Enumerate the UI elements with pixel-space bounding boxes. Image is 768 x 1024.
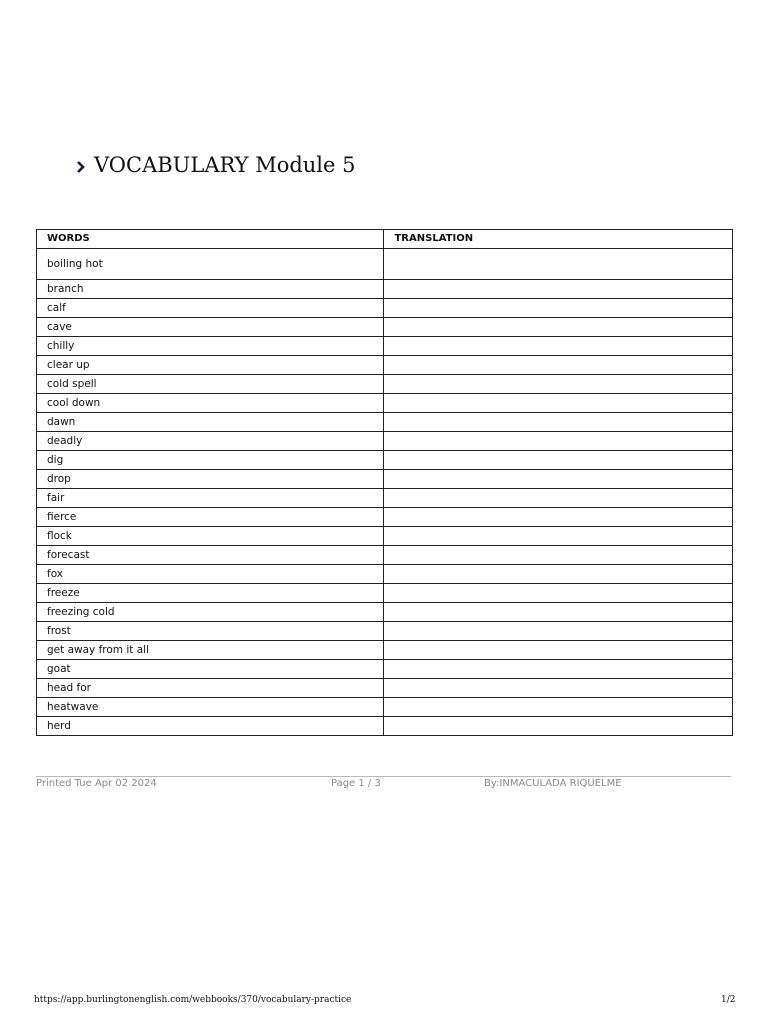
word-cell: frost xyxy=(37,622,384,641)
word-cell: forecast xyxy=(37,546,384,565)
translation-cell[interactable] xyxy=(384,280,733,299)
translation-cell[interactable] xyxy=(384,527,733,546)
print-url: https://app.burlingtonenglish.com/webbooks/370/vocabulary-practice xyxy=(34,995,352,1005)
table-row xyxy=(37,451,733,470)
word-cell: fair xyxy=(37,489,384,508)
translation-cell[interactable] xyxy=(384,394,733,413)
translation-cell[interactable] xyxy=(384,299,733,318)
word-cell: heatwave xyxy=(37,698,384,717)
word-cell: cool down xyxy=(37,394,384,413)
table-row xyxy=(37,546,733,565)
column-header-words: WORDS xyxy=(37,230,384,249)
table-row xyxy=(37,584,733,603)
print-page-count: 1/2 xyxy=(721,995,736,1005)
word-cell: goat xyxy=(37,660,384,679)
table-row xyxy=(37,698,733,717)
translation-cell[interactable] xyxy=(384,413,733,432)
translation-cell[interactable] xyxy=(384,584,733,603)
table-row xyxy=(37,508,733,527)
translation-cell[interactable] xyxy=(384,698,733,717)
word-cell: dig xyxy=(37,451,384,470)
translation-cell[interactable] xyxy=(384,489,733,508)
printed-date: Printed Tue Apr 02 2024 xyxy=(36,778,157,789)
table-row xyxy=(37,318,733,337)
column-header-translation: TRANSLATION xyxy=(384,230,733,249)
word-cell: calf xyxy=(37,299,384,318)
translation-cell[interactable] xyxy=(384,603,733,622)
word-cell: cave xyxy=(37,318,384,337)
translation-cell[interactable] xyxy=(384,337,733,356)
chevron-right-icon xyxy=(72,158,90,176)
translation-cell[interactable] xyxy=(384,451,733,470)
table-row xyxy=(37,280,733,299)
table-row xyxy=(37,299,733,318)
translation-cell[interactable] xyxy=(384,622,733,641)
word-cell: clear up xyxy=(37,356,384,375)
translation-cell[interactable] xyxy=(384,356,733,375)
table-row xyxy=(37,603,733,622)
word-cell: head for xyxy=(37,679,384,698)
table-row xyxy=(37,432,733,451)
translation-cell[interactable] xyxy=(384,470,733,489)
table-row xyxy=(37,641,733,660)
word-cell: fierce xyxy=(37,508,384,527)
word-cell: freeze xyxy=(37,584,384,603)
word-cell: cold spell xyxy=(37,375,384,394)
page-title: VOCABULARY Module 5 xyxy=(94,153,356,177)
word-cell: boiling hot xyxy=(37,249,384,280)
word-cell: get away from it all xyxy=(37,641,384,660)
translation-cell[interactable] xyxy=(384,432,733,451)
translation-cell[interactable] xyxy=(384,249,733,280)
table-row xyxy=(37,249,733,280)
table-header-row xyxy=(37,230,733,249)
translation-cell[interactable] xyxy=(384,318,733,337)
word-cell: freezing cold xyxy=(37,603,384,622)
word-cell: herd xyxy=(37,717,384,736)
word-cell: chilly xyxy=(37,337,384,356)
table-row xyxy=(37,356,733,375)
table-row xyxy=(37,470,733,489)
word-cell: deadly xyxy=(37,432,384,451)
table-row xyxy=(37,660,733,679)
table-row xyxy=(37,375,733,394)
translation-cell[interactable] xyxy=(384,508,733,527)
footer-divider xyxy=(36,776,731,777)
translation-cell[interactable] xyxy=(384,679,733,698)
translation-cell[interactable] xyxy=(384,375,733,394)
word-cell: dawn xyxy=(37,413,384,432)
table-row xyxy=(37,394,733,413)
table-row xyxy=(37,527,733,546)
translation-cell[interactable] xyxy=(384,641,733,660)
translation-cell[interactable] xyxy=(384,546,733,565)
author-credit: By:INMACULADA RIQUELME xyxy=(484,778,622,789)
translation-cell[interactable] xyxy=(384,717,733,736)
translation-cell[interactable] xyxy=(384,565,733,584)
table-row xyxy=(37,717,733,736)
table-row xyxy=(37,622,733,641)
word-cell: fox xyxy=(37,565,384,584)
word-cell: flock xyxy=(37,527,384,546)
table-row xyxy=(37,413,733,432)
table-row xyxy=(37,337,733,356)
table-row xyxy=(37,565,733,584)
page-indicator: Page 1 / 3 xyxy=(331,778,381,789)
translation-cell[interactable] xyxy=(384,660,733,679)
page-heading xyxy=(72,153,356,177)
vocabulary-table xyxy=(36,229,733,736)
word-cell: branch xyxy=(37,280,384,299)
word-cell: drop xyxy=(37,470,384,489)
table-body xyxy=(37,249,733,736)
table-row xyxy=(37,679,733,698)
table-row xyxy=(37,489,733,508)
